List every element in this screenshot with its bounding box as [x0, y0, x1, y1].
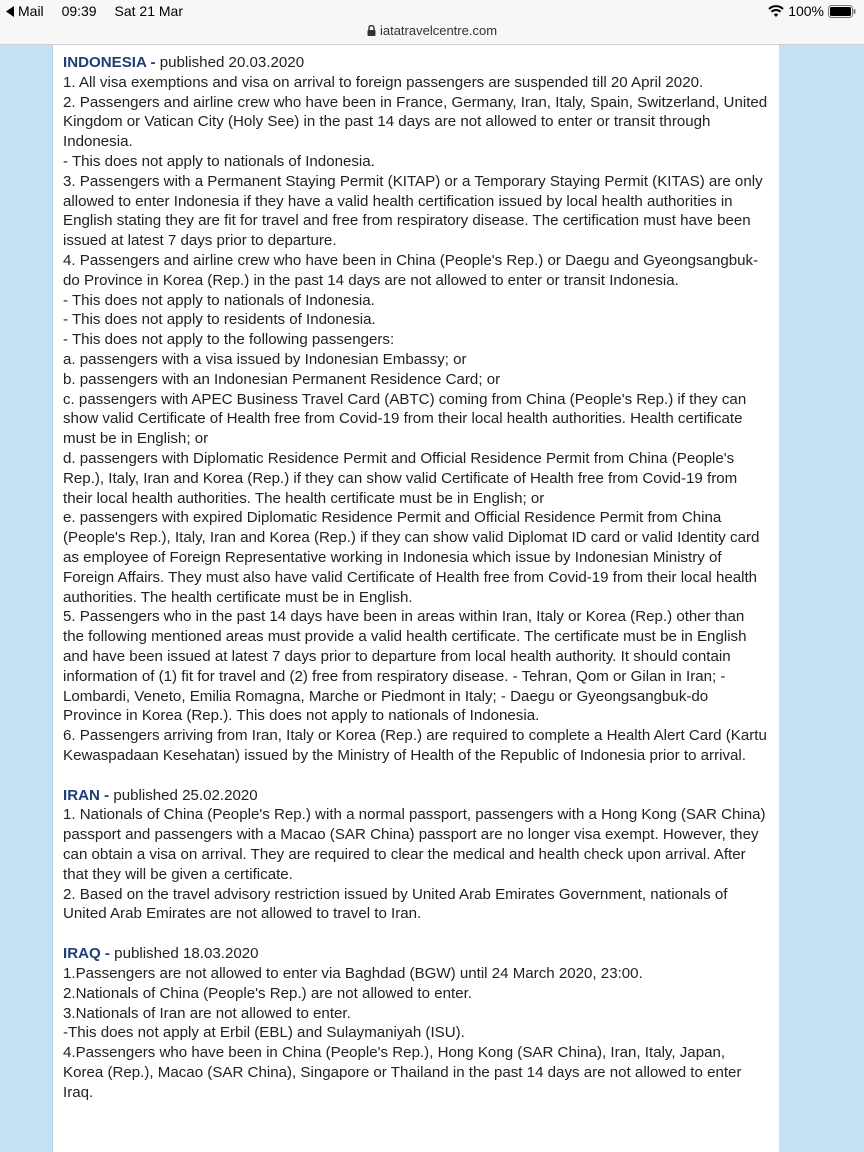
advisory-line: 6. Passengers arriving from Iran, Italy or Korea (Rep.) are required to complete a Health Alert Card (Kartu Kewaspadaan Kesehatan) issued by the Ministry of Health of the Republic of Indonesia prior to arrival.	[63, 727, 767, 764]
advisory-line: 2.Nationals of China (People's Rep.) are not allowed to enter.	[63, 984, 472, 1002]
status-left	[6, 3, 197, 19]
status-time: 09:39	[61, 3, 97, 19]
right-background-panel	[778, 45, 864, 1152]
url-text: iatatravelcentre.com	[379, 23, 498, 38]
lock-icon	[367, 25, 376, 36]
advisory-line: 4. Passengers and airline crew who have been in China (People's Rep.) or Daegu and Gyeongsangbuk-do Province in Korea (Rep.) in the past 14 days are not allowed to enter or transit Indonesia.	[63, 251, 759, 289]
country-name: INDONESIA -	[63, 54, 156, 71]
advisory-line: - This does not apply to residents of Indonesia.	[63, 311, 376, 329]
status-bar	[0, 0, 864, 22]
advisory-line: -This does not apply at Erbil (EBL) and Sulaymaniyah (ISU).	[63, 1024, 465, 1042]
advisory-line: a. passengers with a visa issued by Indonesian Embassy; or	[63, 350, 467, 368]
advisory-line: - This does not apply to the following passengers:	[63, 331, 395, 349]
advisory-line: b. passengers with an Indonesian Permanent Residence Card; or	[63, 370, 501, 388]
country-name: IRAQ -	[63, 945, 110, 963]
back-arrow-icon	[6, 6, 15, 17]
advisory-line: 3.Nationals of Iran are not allowed to enter.	[63, 1004, 351, 1022]
country-section-indonesia	[63, 53, 769, 766]
advisory-line: e. passengers with expired Diplomatic Residence Permit and Official Residence Permit from China (People's Rep.), Italy, Iran and Korea (Rep.) if they can show valid Diplomat ID card or valid Identity card as employee of Foreign Representative working in Indonesia which issue by Indonesian Ministry of Foreign Affairs. They must also have valid Certificate of Health free from Covid-19 from their local health authorities. The health certificate must be in English.	[63, 509, 760, 606]
address-bar[interactable]	[0, 22, 864, 45]
back-to-app[interactable]	[6, 3, 44, 19]
left-background-panel	[0, 45, 52, 1152]
advisory-line: - This does not apply to nationals of Indonesia.	[63, 152, 375, 170]
advisory-line: 1. All visa exemptions and visa on arrival to foreign passengers are suspended till 20 April 2020.	[63, 73, 704, 91]
back-app-label: Mail	[18, 3, 44, 19]
published-date: published 20.03.2020	[159, 54, 305, 71]
status-date: Sat 21 Mar	[114, 3, 183, 19]
battery-icon	[828, 5, 856, 18]
advisory-list	[53, 45, 779, 1103]
country-section-iran	[63, 786, 769, 925]
advisory-line: 3. Passengers with a Permanent Staying Permit (KITAP) or a Temporary Staying Permit (KITAS) are only allowed to enter Indonesia if they have a valid health certification issued by local health authorities in English stating they are fit for travel and free from respiratory disease. The certification must have been issued at latest 7 days prior to departure.	[63, 172, 763, 250]
country-section-iraq	[63, 944, 769, 1102]
advisory-line: 2. Passengers and airline crew who have been in France, Germany, Iran, Italy, Spain, Switzerland, United Kingdom or Vatican City (Holy See) in the past 14 days are not allowed to enter or transit through Indonesia.	[63, 93, 768, 151]
status-right	[768, 3, 856, 19]
section-heading	[63, 53, 769, 73]
advisory-line: 5. Passengers who in the past 14 days have been in areas within Iran, Italy or Korea (Rep.) other than the following mentioned areas must provide a valid health certificate. The certificate must be in English and have been issued at latest 7 days prior to departure from local health authority. It should contain information of (1) fit for travel and (2) free from respiratory disease. - Tehran, Qom or Gilan in Iran; - Lombardi, Veneto, Emilia Romagna, Marche or Piedmont in Italy; - Daegu or Gyeongsangbuk-do Province in Korea (Rep.). This does not apply to nationals of Indonesia.	[63, 608, 747, 725]
advisory-line: 4.Passengers who have been in China (People's Rep.), Hong Kong (SAR China), Iran, Italy, Japan, Korea (Rep.), Macao (SAR China), Singapore or Thailand in the past 14 days are not allowed to enter Iraq.	[63, 1044, 742, 1101]
country-name: IRAN -	[63, 786, 110, 804]
page-content[interactable]	[52, 45, 779, 1152]
advisory-line: - This does not apply to nationals of Indonesia.	[63, 291, 375, 309]
published-date: published 25.02.2020	[113, 786, 258, 804]
section-heading	[63, 786, 769, 806]
advisory-line: d. passengers with Diplomatic Residence Permit and Official Residence Permit from China (People's Rep.), Italy, Iran and Korea (Rep.) if they can show valid Certificate of Health free from Covid-19 from their local health authorities. The health certificate must be in English; or	[63, 449, 738, 507]
advisory-line: c. passengers with APEC Business Travel Card (ABTC) coming from China (People's Rep.) if they can show valid Certificate of Health free from Covid-19 from their local health authorities. Health certificate must be in English; or	[63, 390, 747, 448]
advisory-line: 1.Passengers are not allowed to enter via Baghdad (BGW) until 24 March 2020, 23:00.	[63, 965, 643, 983]
section-heading	[63, 944, 769, 964]
advisory-line: 1. Nationals of China (People's Rep.) with a normal passport, passengers with a Hong Kong (SAR China) passport and passengers with a Macao (SAR China) passport are no longer visa exempt. However, they can obtain a visa on arrival. They are required to clear the medical and health check upon arrival. After that they will be given a certificate.	[63, 806, 766, 883]
advisory-line: 2. Based on the travel advisory restriction issued by United Arab Emirates Government, nationals of United Arab Emirates are not allowed to travel to Iran.	[63, 885, 728, 923]
battery-percent: 100%	[788, 3, 824, 19]
published-date: published 18.03.2020	[114, 945, 259, 963]
wifi-icon	[768, 5, 784, 17]
